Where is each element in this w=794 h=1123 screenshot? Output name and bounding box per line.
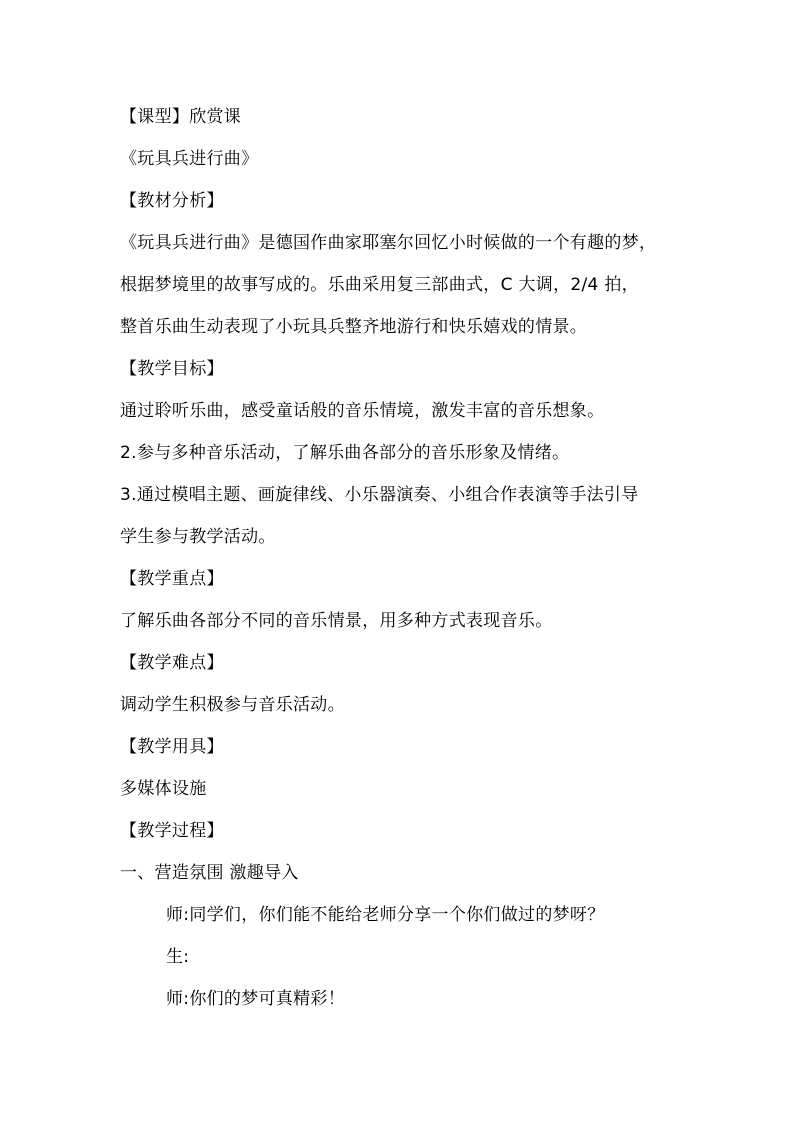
section-heading-difficulties: 【教学难点】	[120, 653, 224, 673]
lesson-title: 《玩具兵进行曲》	[120, 149, 259, 169]
paragraph-line: 《玩具兵进行曲》是德国作曲家耶塞尔回忆小时候做的一个有趣的梦，	[120, 233, 657, 253]
section-heading-teaching-goals: 【教学目标】	[120, 359, 224, 379]
paragraph-line: 多媒体设施	[120, 779, 207, 799]
dialogue-line-student: 生:	[166, 947, 190, 967]
goal-item: 通过聆听乐曲，感受童话般的音乐情境，激发丰富的音乐想象。	[120, 401, 605, 421]
goal-item: 3.通过模唱主题、画旋律线、小乐器演奏、小组合作表演等手法引导	[120, 485, 639, 505]
section-heading-teaching-tools: 【教学用具】	[120, 737, 224, 757]
paragraph-line: 整首乐曲生动表现了小玩具兵整齐地游行和快乐嬉戏的情景。	[120, 317, 588, 337]
section-heading-key-points: 【教学重点】	[120, 569, 224, 589]
dialogue-line-teacher: 师:同学们，你们能不能给老师分享一个你们做过的梦呀？	[166, 905, 605, 925]
paragraph-line: 调动学生积极参与音乐活动。	[120, 695, 345, 715]
section-heading-material-analysis: 【教材分析】	[120, 191, 224, 211]
paragraph-line: 根据梦境里的故事写成的。乐曲采用复三部曲式，C 大调，2/4 拍，	[120, 275, 639, 295]
goal-item-continued: 学生参与教学活动。	[120, 527, 276, 547]
lesson-type: 【课型】欣赏课	[120, 107, 242, 127]
paragraph-line: 了解乐曲各部分不同的音乐情景，用多种方式表现音乐。	[120, 611, 553, 631]
goal-item: 2.参与多种音乐活动，了解乐曲各部分的音乐形象及情绪。	[120, 443, 570, 463]
dialogue-line-teacher: 师:你们的梦可真精彩！	[166, 989, 346, 1009]
process-step-heading: 一、营造氛围 激趣导入	[120, 863, 299, 883]
section-heading-teaching-process: 【教学过程】	[120, 821, 224, 841]
